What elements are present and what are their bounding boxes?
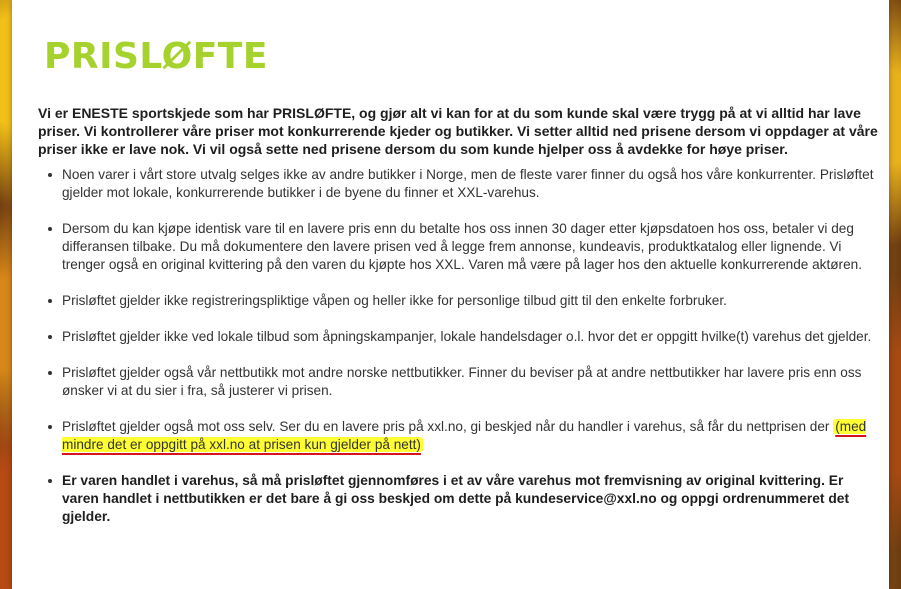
- list-item: Prisløftet gjelder også vår nettbutikk mot andre norske nettbutikker. Finner du beviser på at andre nettbutikker har lavere pris enn oss ønsker vi at du sier i fra, så justerer vi prisen.: [38, 364, 876, 400]
- list-item-online-price: [38, 418, 876, 454]
- price-promise-terms-list: [38, 166, 876, 526]
- page-title: PRISLØFTE: [44, 36, 268, 77]
- list-item: Prisløftet gjelder ikke registreringspliktige våpen og heller ikke for personlige tilbud gitt til den enkelte forbruker.: [38, 292, 876, 310]
- online-price-text: Prisløftet gjelder også mot oss selv. Ser du en lavere pris på xxl.no, gi beskjed når du handler i varehus, så får du nettprisen der: [62, 419, 830, 434]
- intro-paragraph: Vi er ENESTE sportskjede som har PRISLØFTE, og gjør alt vi kan for at du som kunde skal være trygg på at vi alltid har lave priser. Vi kontrollerer våre priser mot konkurrerende kjeder og butikker. Vi setter alltid ned prisene dersom vi oppdager at våre priser ikke er lave nok. Vi vil også sette ned prisene dersom du som kunde hjelper oss å avdekke for høye priser.: [38, 105, 878, 157]
- content-panel: [12, 0, 889, 589]
- list-item: Prisløftet gjelder ikke ved lokale tilbud som åpningskampanjer, lokale handelsdager o.l. hvor det er oppgitt hvilke(t) varehus det gjelder.: [38, 328, 876, 346]
- list-item-receipt: Er varen handlet i varehus, så må prisløftet gjennomføres i et av våre varehus mot fremvisning av original kvittering. Er varen handlet i nettbutikken er det bare å gi oss beskjed om dette på kundeservice@xxl.no og oppgi ordrenummeret det gjelder.: [38, 472, 876, 526]
- list-item: Dersom du kan kjøpe identisk vare til en lavere pris enn du betalte hos oss innen 30 dager etter kjøpsdatoen hos oss, betaler vi deg differansen tilbake. Du må dokumentere den lavere prisen ved å legge frem annonse, kundeavis, produktkatalog eller lignende. Vi trenger også en original kvittering på den varen du kjøpte hos XXL. Varen må være på lager hos den aktuelle konkurrerende aktøren.: [38, 220, 876, 274]
- highlighted-exception: (med mindre det er oppgitt på xxl.no at prisen kun gjelder på nett): [62, 419, 867, 452]
- list-item: Noen varer i vårt store utvalg selges ikke av andre butikker i Norge, men de fleste varer finner du også hos våre konkurrenter. Prisløftet gjelder mot lokale, konkurrerende butikker i de byene du finner et XXL-varehus.: [38, 166, 876, 202]
